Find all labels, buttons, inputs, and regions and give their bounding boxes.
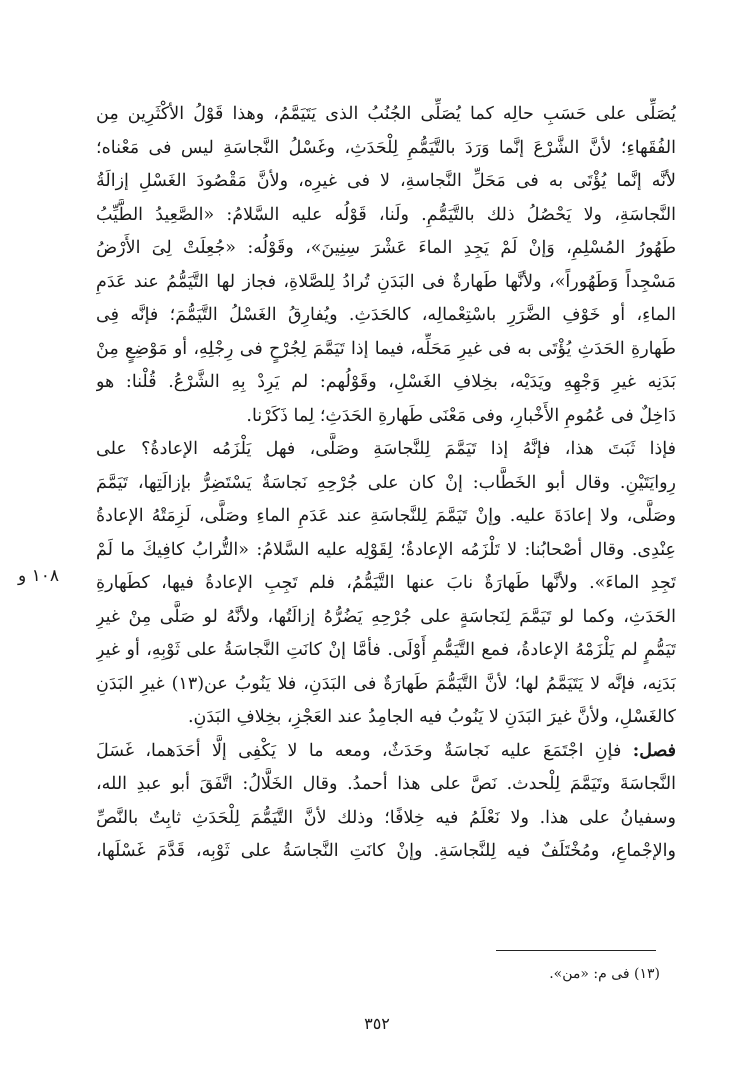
text-line: النَّجاسَةَ وتَيَمَّمَ لِلْحدث. نَصَّ على هذا أحمدُ. وقال الخَلَّالُ: اتَّفَقَ أبو عبدِ الله، <box>96 774 676 794</box>
section-label: فصل: <box>632 740 676 761</box>
text-line: بَدَنِه، فإنَّه لا يَتَيَمَّمُ لها؛ لأنَّ التَّيَمُّمَ طَهارَةٌ فى البَدَنِ، فلا يَنُوبُ عن(١٣) غيرِ البَدَنِ <box>96 673 676 694</box>
text-line: النَّجاسَةِ، ولا يَحْصُلُ ذلك بالتَّيَمُّمِ. ولَنا، قَوْلُه عليه السَّلامُ: «الصَّعِيدُ الطَّيِّبُ <box>96 204 676 225</box>
text-line: مَسْجِداً وَطَهُوراً»، ولأنَّها طَهارةٌ فى البَدَنِ تُرادُ لِلصَّلاةِ، فجاز لها التَّيَمُّمُ عند عَدَمِ <box>96 271 676 292</box>
text-line: دَاخِلٌ فى عُمُومِ الأَخْبارِ، وفى مَعْنَى طَهارةِ الحَدَثِ؛ لِما ذَكَرْنا. <box>246 405 676 426</box>
text-line: تَيَمُّمٍ لم يَلْزَمْهُ الإعادةُ، فمع التَّيَمُّمِ أَوْلَى. فأمَّا إنْ كانَتِ النَّجاسَةُ على ثَوْبِهِ، أو غيرِ <box>96 640 676 660</box>
text-line: طَهُورُ المُسْلِمِ، وَإنْ لَمْ يَجِدِ الماءَ عَشْرَ سِنِينَ»، وقَوْلُه: «جُعِلَتْ لِىَ الأَرْضُ <box>96 238 676 258</box>
text-line: يُصَلِّى على حَسَبِ حالِه كما يُصَلِّى الجُنُبُ الذى يَتَيَمَّمُ، وهذا قَوْلُ الأكْثَرِين مِن <box>96 104 676 124</box>
main-text <box>96 98 676 869</box>
text-line: الفُقَهاءِ؛ لأنَّ الشَّرْعَ إنَّما وَرَدَ بالتَّيَمُّمِ لِلْحَدَثِ، وغَسْلُ النَّجاسَةِ ليس فى مَعْناه؛ <box>96 137 676 158</box>
paragraph-1 <box>96 98 676 433</box>
paragraph-2 <box>96 433 676 735</box>
footnote: (١٣) فى م: «من». <box>549 966 660 982</box>
text-line: بَدَنِه غيرِ وَجْهِهِ ويَدَيْه، بخِلافِ الغَسْلِ، وقَوْلُهم: لم يَرِدْ بِهِ الشَّرْعُ. قُلْنا: هو <box>96 372 676 392</box>
text-line: وصَلَّى، ولا إعادَةَ عليه. وإنْ تَيَمَّمَ لِلنَّجاسَةِ عند عَدَمِ الماءِ وصَلَّى، لَزِمَتْهُ الإعادةُ <box>96 506 676 526</box>
text-line: تَجِدِ الماءَ». ولأنَّها طَهارَةٌ نابَ عنها التَّيَمُّمُ، فلم تَجِبِ الإعادةُ فيها، كطَهارةِ <box>96 573 676 593</box>
text-line: كالغَسْلِ، ولأنَّ غيرَ البَدَنِ لا يَنُوبُ فيه الجامِدُ عند العَجْزِ، بخِلافِ البَدَنِ. <box>187 707 676 727</box>
footnote-divider <box>496 950 656 951</box>
text-line-content: فإنِ اجْتَمَعَ عليه نَجاسَةٌ وحَدَثٌ، ومعه ما لا يَكْفِى إلَّا أحَدَهما، غَسَلَ <box>96 740 622 761</box>
text-line: وسفيانُ على هذا. ولا نَعْلَمُ فيه خِلافًا؛ وذلك لأنَّ التَّيَمُّمَ لِلْحَدَثِ ثابِتٌ بالنَّصِّ <box>96 807 676 828</box>
margin-folio-marker: ١٠٨ و <box>18 566 60 586</box>
text-line: طَهارةِ الحَدَثِ يُؤْتَى به فى غيرِ مَحَلِّه، فيما إذا تَيَمَّمَ لِجُرْحٍ فى رِجْلِهِ، أو مَوْضِعٍ مِنْ <box>96 338 676 359</box>
text-line: عِنْدِى. وقال أصْحابُنا: لا تَلْزَمُه الإعادةُ؛ لِقَوْلِه عليه السَّلامُ: «التُّرابُ كافِيكَ ما لَمْ <box>96 539 676 560</box>
text-line: الماءِ، أو خَوْفِ الضَّرَرِ باسْتِعْمالِه، كالحَدَثِ. ويُفارِقُ الغَسْلُ التَّيَمُّمَ؛ فإنَّه فِى <box>96 305 676 325</box>
page-number: ٣٥٢ <box>364 1014 390 1033</box>
text-line: والإجْماعِ، ومُخْتَلَفٌ فيه لِلنَّجاسَةِ. وإنْ كانَتِ النَّجاسَةُ على ثَوْبِه، قَدَّمَ غَسْلَها، <box>96 841 676 861</box>
text-line: رِوايَتَيْنِ. وقال أبو الخَطَّاب: إنْ كان على جُرْحِهِ نَجاسَةٌ يَسْتَضِرُّ بإزالَتِها، تَيَمَّمَ <box>96 472 676 493</box>
text-line: فإذا ثَبَتَ هذا، فإنَّهُ إذا تَيَمَّمَ لِلنَّجاسَةِ وصَلَّى، فهل يَلْزَمُه الإعادةُ؟ على <box>96 439 676 459</box>
text-line <box>96 735 676 769</box>
paragraph-3-fasl <box>96 735 676 869</box>
text-line: لأنَّه إنَّما يُؤْتَى به فى مَحَلِّ النَّجاسةِ، لا فى غيرِه، ولأنَّ مَقْصُودَ الغَسْلِ إزالَةُ <box>96 171 676 191</box>
text-line: الحَدَثِ، وكما لو تَيَمَّمَ لِنَجاسَةٍ على جُرْحِهِ يَضُرُّهُ إزالَتُها، ولأنَّهُ لو صَلَّى مِنْ غيرِ <box>96 606 676 627</box>
